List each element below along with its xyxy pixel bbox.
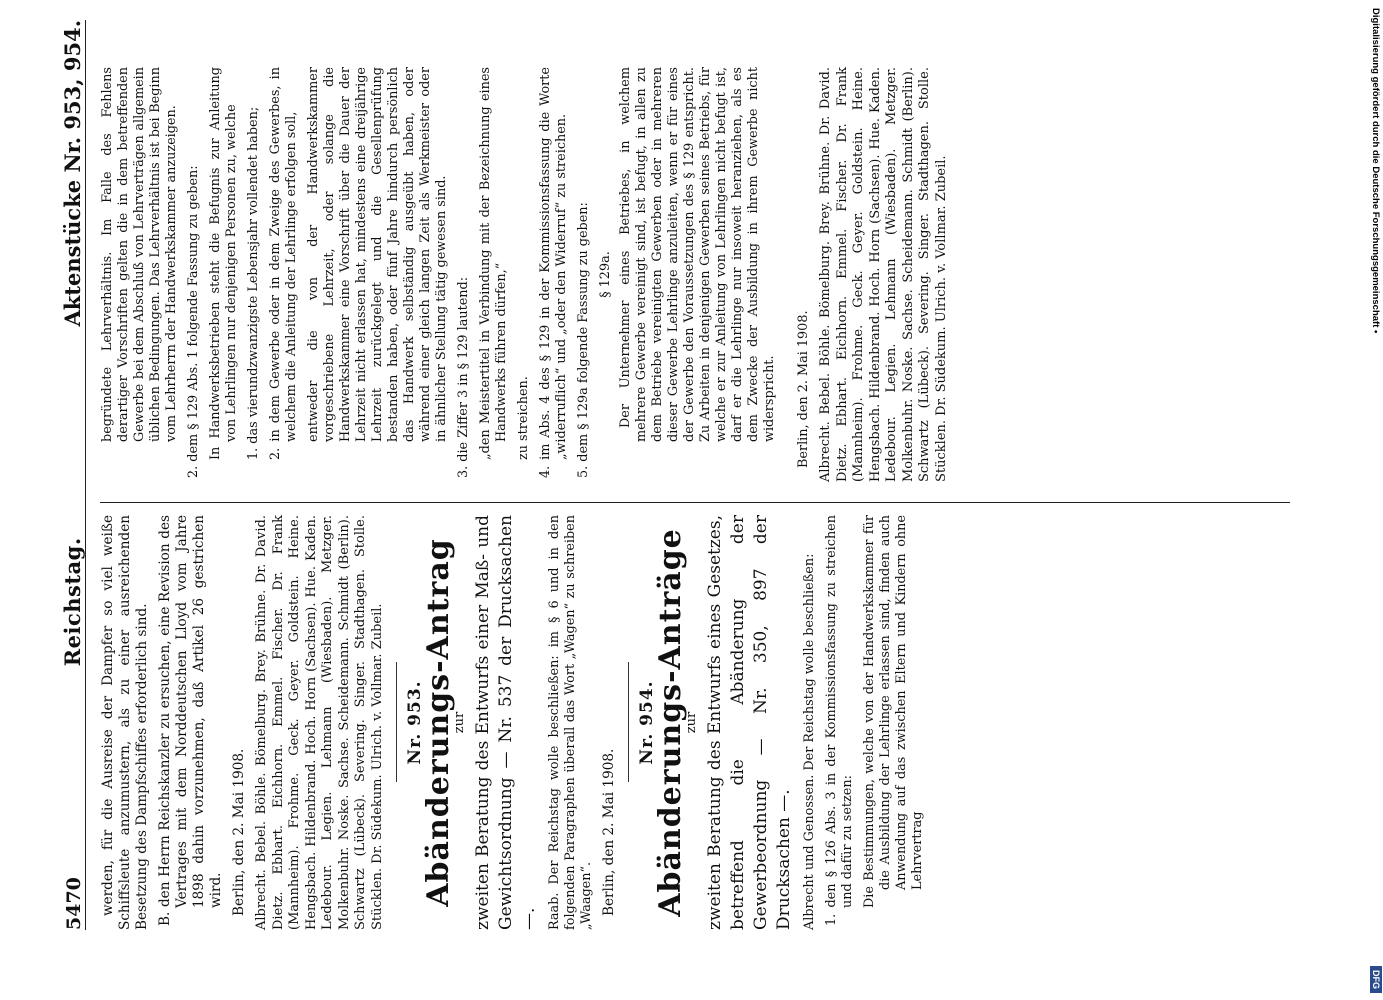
title-954: Abänderungs-Anträge: [653, 528, 688, 917]
date-line-1: Berlin, den 2. Mai 1908.: [231, 748, 247, 916]
header-aktenstuecke: Aktenstücke Nr. 953, 954.: [60, 20, 85, 327]
left-column: [100, 515, 932, 930]
page-number: 5470: [63, 877, 85, 930]
right-paragraph-1: begründete Lehrverhältnis. Im Falle des Fehlens derartiger Vorschriften gelten die in dem betreffenden Gewerbe bei dem Abschluß von Lehrverträgen allgemein üblichen Bedingungen. Das Lehrverhältnis ist bei Beginn vom Lehrherrn der Handwerkskammer anzuzeigen.: [100, 67, 179, 442]
quote-2a: 1. das vierundzwanzigste Lebensjahr vollendet haben;: [246, 106, 261, 460]
paragraph-sign: § 129a.: [598, 251, 613, 298]
motion-item-b: B. den Herrn Reichskanzler zu ersuchen, eine Revision des Vertrages mit dem Norddeutschen Lloyd vom Jahre 1898 dahin vorzunehmen, daß Artikel 26 gestrichen wird.: [157, 515, 224, 926]
quote-3: „den Meistertitel in Verbindung mit der Bezeichnung eines Handwerks führen dürfen,“: [478, 67, 509, 460]
watermark-text: Digitalisierung gefördert durch die Deutsche Forschungsgemeinschaft •: [1370, 8, 1382, 334]
separator-rule-2: [628, 663, 629, 783]
date-line-3: Berlin, den 2. Mai 1908.: [796, 310, 811, 468]
header-reichstag: Reichstag.: [60, 537, 85, 667]
doc-number-953: Nr. 953.: [405, 680, 425, 765]
column-divider: [100, 502, 1290, 503]
item-5: 5. dem § 129a folgende Fassung zu geben:: [576, 202, 591, 478]
page-header: [45, 20, 86, 930]
quote-5: Der Unternehmer eines Betriebes, in welchem mehrere Gewerbe vereinigt sind, ist befugt, in allen zu dem Betriebe vereinigten Gewerben oder in mehreren dieser Gewerbe Lehrlinge anzuleiten, wenn er für eines der Gewerbe den Voraussetzungen des § 129 entspricht. Zu Arbeiten in denjenigen Gewerben seines Betriebs, für welche er zur Anleitung von Lehrlingen nicht befugt ist, darf er die Lehrlinge nur insoweit heranziehen, als es dem Zwecke der Ausbildung in ihrem Gewerbe nicht widerspricht.: [618, 67, 777, 442]
zur-2: zur: [684, 711, 699, 734]
doc-number-954: Nr. 954.: [637, 680, 657, 765]
zur-1: zur: [452, 711, 467, 734]
item-1: 1. den § 126 Abs. 3 in der Kommissionsfassung zu streichen und dafür zu setzen:: [824, 515, 855, 926]
dfg-watermark: [1369, 8, 1383, 993]
title-953: Abänderungs-Antrag: [421, 538, 456, 907]
subject-953: zweiten Beratung des Entwurfs einer Maß- und Gewichtsordnung — Nr. 537 der Drucksachen —.: [473, 515, 539, 930]
date-line-2: Berlin, den 2. Mai 1908.: [601, 748, 617, 916]
intro-954: Albrecht und Genossen. Der Reichstag wolle beschließen:: [802, 553, 817, 930]
right-column: [100, 67, 956, 482]
quote-3-end: zu streichen.: [516, 376, 531, 460]
signatories-1: Albrecht. Bebel. Böhle. Bömelburg. Brey. Brühne. Dr. David. Dietz. Ebhart. Eichhorn. Emmel. Fischer. Dr. Frank (Mannheim). Frohme. Geck. Geyer. Goldstein. Heine. Hengsbach. Hildenbrand. Hoch. Horn (Sachsen). Hue. Kaden. Ledebour. Legien. Lehmann (Wiesbaden). Metzger. Molkenbuhr. Noske. Sachse. Scheidemann. Schmidt (Berlin). Schwartz (Lübeck). Severing. Singer. Stadthagen. Stolle. Stücklen. Dr. Südekum. Ulrich. v. Vollmar. Zubeil.: [254, 515, 385, 930]
separator-rule: [396, 663, 397, 783]
subject-954: zweiten Beratung des Entwurfs eines Gesetzes, betreffend die Abänderung der Gewerbeordnung — Nr. 350, 897 der Drucksachen —.: [705, 515, 794, 930]
quote-2: In Handwerksbetrieben steht die Befugnis zur Anleitung von Lehrlingen nur denjenigen Personen zu, welche: [208, 67, 239, 460]
quote-2c: entweder die von der Handwerkskammer vorgeschriebene Lehrzeit, oder solange die Handwerkskammer eine Vorschrift über die Dauer der Lehrzeit nicht erlassen hat, mindestens eine dreijährige Lehrzeit zurückgelegt und die Gesellenprüfung bestanden haben, oder fünf Jahre hindurch persönlich das Handwerk selbständig ausgeübt haben, oder während einer gleich langen Zeit als Werkmeister oder in ähnlicher Stellung tätig gewesen sind.: [306, 67, 449, 442]
left-paragraph-1: werden, für die Ausreise der Dampfer so viel weiße Schiffsleute anzumustern, als zu einer ausreichenden Besetzung des Dampfschiffes erforderlich sind.: [100, 515, 150, 930]
item-3: 3. die Ziffer 3 in § 129 lautend:: [456, 276, 471, 478]
dfg-logo: DFG: [1370, 966, 1382, 993]
item-2: 2. dem § 129 Abs. 1 folgende Fassung zu geben:: [186, 165, 201, 478]
quote-1: Die Bestimmungen, welche von der Handwerkskammer für die Ausbildung der Lehrlinge erlassen sind, finden auch Anwendung auf das zwischen Eltern und Kindern ohne Lehrvertrag: [862, 515, 925, 908]
signatories-2: Albrecht. Bebel. Böhle. Bömelburg. Brey. Brühne. Dr. David. Dietz. Ebhart. Eichhorn. Emmel. Fischer. Dr. Frank (Mannheim). Frohme. Geck. Geyer. Goldstein. Heine. Hengsbach. Hildenbrand. Hoch. Horn (Sachsen). Hue. Kaden. Ledebour. Legien. Lehmann (Wiesbaden). Metzger. Molkenbuhr. Noske. Sachse. Scheidemann. Schmidt (Berlin). Schwartz (Lübeck). Severing. Singer. Stadthagen. Stolle. Stücklen. Dr. Südekum. Ulrich. v. Vollmar. Zubeil.: [818, 67, 949, 482]
item-4: 4. im Abs. 4 des § 129 in der Kommissionsfassung die Worte „widerruflich“ und „oder den Widerruf“ zu streichen.: [538, 67, 569, 478]
raab-motion: Raab. Der Reichstag wolle beschließen: im § 6 und in den folgenden Paragraphen überall das Wort „Wagen“ zu schreiben „Waagen“.: [547, 515, 594, 930]
quote-2b: 2. in dem Gewerbe oder in dem Zweige des Gewerbes, in welchem die Anleitung der Lehrlinge erfolgen soll,: [268, 67, 299, 460]
